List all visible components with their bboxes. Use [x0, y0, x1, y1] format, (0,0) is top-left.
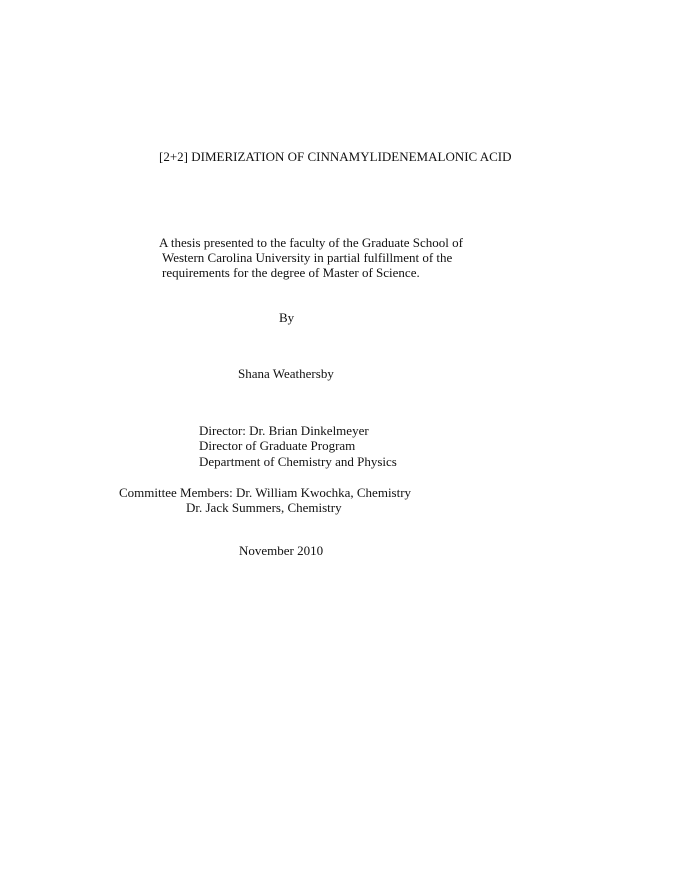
thesis-title: [2+2] DIMERIZATION OF CINNAMYLIDENEMALONIC ACID	[159, 149, 512, 164]
by-label: By	[279, 310, 295, 325]
director-line-3: Department of Chemistry and Physics	[199, 454, 397, 469]
director-line-2: Director of Graduate Program	[199, 438, 356, 453]
thesis-statement-line-2: Western Carolina University in partial fulfillment of the	[162, 250, 453, 265]
thesis-statement-line-1: A thesis presented to the faculty of the Graduate School of	[159, 235, 463, 250]
committee-line-2: Dr. Jack Summers, Chemistry	[186, 500, 342, 515]
thesis-statement-line-3: requirements for the degree of Master of Science.	[162, 265, 420, 280]
submission-date: November 2010	[239, 543, 324, 558]
author-name: Shana Weathersby	[238, 366, 334, 381]
director-line-1: Director: Dr. Brian Dinkelmeyer	[199, 423, 369, 438]
committee-line-1: Committee Members: Dr. William Kwochka, Chemistry	[119, 485, 412, 500]
